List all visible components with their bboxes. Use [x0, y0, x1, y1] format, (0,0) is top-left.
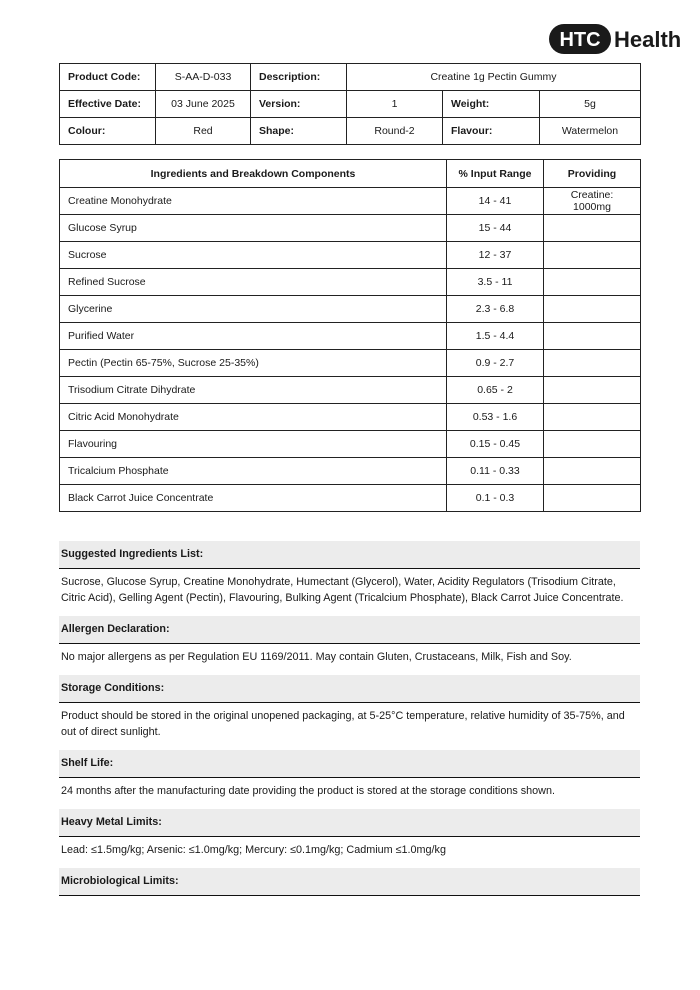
- suggested-ingredients-heading: Suggested Ingredients List:: [59, 541, 640, 569]
- header-row: [60, 64, 641, 91]
- flavour-label: Flavour:: [443, 118, 540, 145]
- ingredient-name-cell: Pectin (Pectin 65-75%, Sucrose 25-35%): [60, 350, 447, 377]
- table-row: [60, 458, 641, 485]
- product-code-value: S-AA-D-033: [156, 64, 251, 91]
- ingredient-name-cell: Creatine Monohydrate: [60, 188, 447, 215]
- ingredient-name-cell: Glucose Syrup: [60, 215, 447, 242]
- ingredient-name-cell: Tricalcium Phosphate: [60, 458, 447, 485]
- column-header-providing: Providing: [544, 160, 641, 188]
- providing-cell: [544, 431, 641, 458]
- allergen-declaration-text: No major allergens as per Regulation EU 1169/2011. May contain Gluten, Crustaceans, Milk, Fish and Soy.: [61, 651, 572, 663]
- heavy-metal-limits-text: Lead: ≤1.5mg/kg; Arsenic: ≤1.0mg/kg; Mercury: ≤0.1mg/kg; Cadmium ≤1.0mg/kg: [61, 844, 446, 856]
- header-row: [60, 118, 641, 145]
- providing-cell: [544, 404, 641, 431]
- input-range-cell: 15 - 44: [447, 215, 544, 242]
- table-row: [60, 323, 641, 350]
- ingredient-name-cell: Refined Sucrose: [60, 269, 447, 296]
- providing-cell: [544, 323, 641, 350]
- ingredient-name-cell: Sucrose: [60, 242, 447, 269]
- input-range-cell: 0.15 - 0.45: [447, 431, 544, 458]
- product-code-label: Product Code:: [60, 64, 156, 91]
- storage-conditions-text: Product should be stored in the original unopened packaging, at 5-25°C temperature, relative humidity of 35-75%, and out of direct sunlight.: [61, 710, 625, 738]
- shelf-life-heading: Shelf Life:: [59, 750, 640, 778]
- providing-cell: [544, 485, 641, 512]
- ingredients-table: [59, 159, 641, 512]
- ingredient-name-cell: Citric Acid Monohydrate: [60, 404, 447, 431]
- table-row: [60, 377, 641, 404]
- effective-date-label: Effective Date:: [60, 91, 156, 118]
- ingredients-header-row: [60, 160, 641, 188]
- effective-date-value: 03 June 2025: [156, 91, 251, 118]
- input-range-cell: 3.5 - 11: [447, 269, 544, 296]
- providing-cell: [544, 242, 641, 269]
- input-range-cell: 1.5 - 4.4: [447, 323, 544, 350]
- heavy-metal-limits-heading: Heavy Metal Limits:: [59, 809, 640, 837]
- ingredient-name-cell: Glycerine: [60, 296, 447, 323]
- weight-value: 5g: [540, 91, 641, 118]
- ingredient-name-cell: Flavouring: [60, 431, 447, 458]
- microbiological-limits-heading: Microbiological Limits:: [59, 868, 640, 896]
- table-row: [60, 404, 641, 431]
- logo-mark: HTC: [559, 29, 601, 51]
- header-row: [60, 91, 641, 118]
- ingredient-name-cell: Trisodium Citrate Dihydrate: [60, 377, 447, 404]
- table-row: [60, 215, 641, 242]
- description-value: Creatine 1g Pectin Gummy: [347, 64, 641, 91]
- colour-value: Red: [156, 118, 251, 145]
- specification-sections: [59, 541, 640, 896]
- providing-cell: [544, 215, 641, 242]
- table-row: [60, 269, 641, 296]
- weight-label: Weight:: [443, 91, 540, 118]
- product-header-table: [59, 63, 641, 145]
- table-row: [60, 485, 641, 512]
- table-row: [60, 431, 641, 458]
- ingredient-name-cell: Black Carrot Juice Concentrate: [60, 485, 447, 512]
- table-row: [60, 350, 641, 377]
- input-range-cell: 0.53 - 1.6: [447, 404, 544, 431]
- providing-cell: [544, 350, 641, 377]
- input-range-cell: 0.1 - 0.3: [447, 485, 544, 512]
- shape-value: Round-2: [347, 118, 443, 145]
- description-label: Description:: [251, 64, 347, 91]
- table-row: [60, 242, 641, 269]
- input-range-cell: 0.11 - 0.33: [447, 458, 544, 485]
- input-range-cell: 14 - 41: [447, 188, 544, 215]
- version-label: Version:: [251, 91, 347, 118]
- column-header-input-range: % Input Range: [447, 160, 544, 188]
- input-range-cell: 2.3 - 6.8: [447, 296, 544, 323]
- table-row: [60, 296, 641, 323]
- input-range-cell: 12 - 37: [447, 242, 544, 269]
- version-value: 1: [347, 91, 443, 118]
- providing-cell: [544, 377, 641, 404]
- providing-cell: Creatine: 1000mg: [544, 188, 641, 215]
- logo-word: Health: [614, 27, 682, 52]
- shape-label: Shape:: [251, 118, 347, 145]
- ingredient-name-cell: Purified Water: [60, 323, 447, 350]
- providing-cell: [544, 296, 641, 323]
- providing-cell: [544, 269, 641, 296]
- storage-conditions-heading: Storage Conditions:: [59, 675, 640, 703]
- input-range-cell: 0.65 - 2: [447, 377, 544, 404]
- suggested-ingredients-text: Sucrose, Glucose Syrup, Creatine Monohydrate, Humectant (Glycerol), Water, Acidity Regulators (Trisodium Citrate, Citric Acid), Gelling Agent (Pectin), Flavouring, Bulking Agent (Tricalcium Phosphate), Black Carrot Juice Concentrate.: [61, 576, 624, 604]
- providing-cell: [544, 458, 641, 485]
- flavour-value: Watermelon: [540, 118, 641, 145]
- input-range-cell: 0.9 - 2.7: [447, 350, 544, 377]
- colour-label: Colour:: [60, 118, 156, 145]
- column-header-ingredients: Ingredients and Breakdown Components: [60, 160, 447, 188]
- shelf-life-text: 24 months after the manufacturing date providing the product is stored at the storage conditions shown.: [61, 785, 555, 797]
- table-row: [60, 188, 641, 215]
- allergen-declaration-heading: Allergen Declaration:: [59, 616, 640, 644]
- htc-health-logo: [548, 22, 682, 56]
